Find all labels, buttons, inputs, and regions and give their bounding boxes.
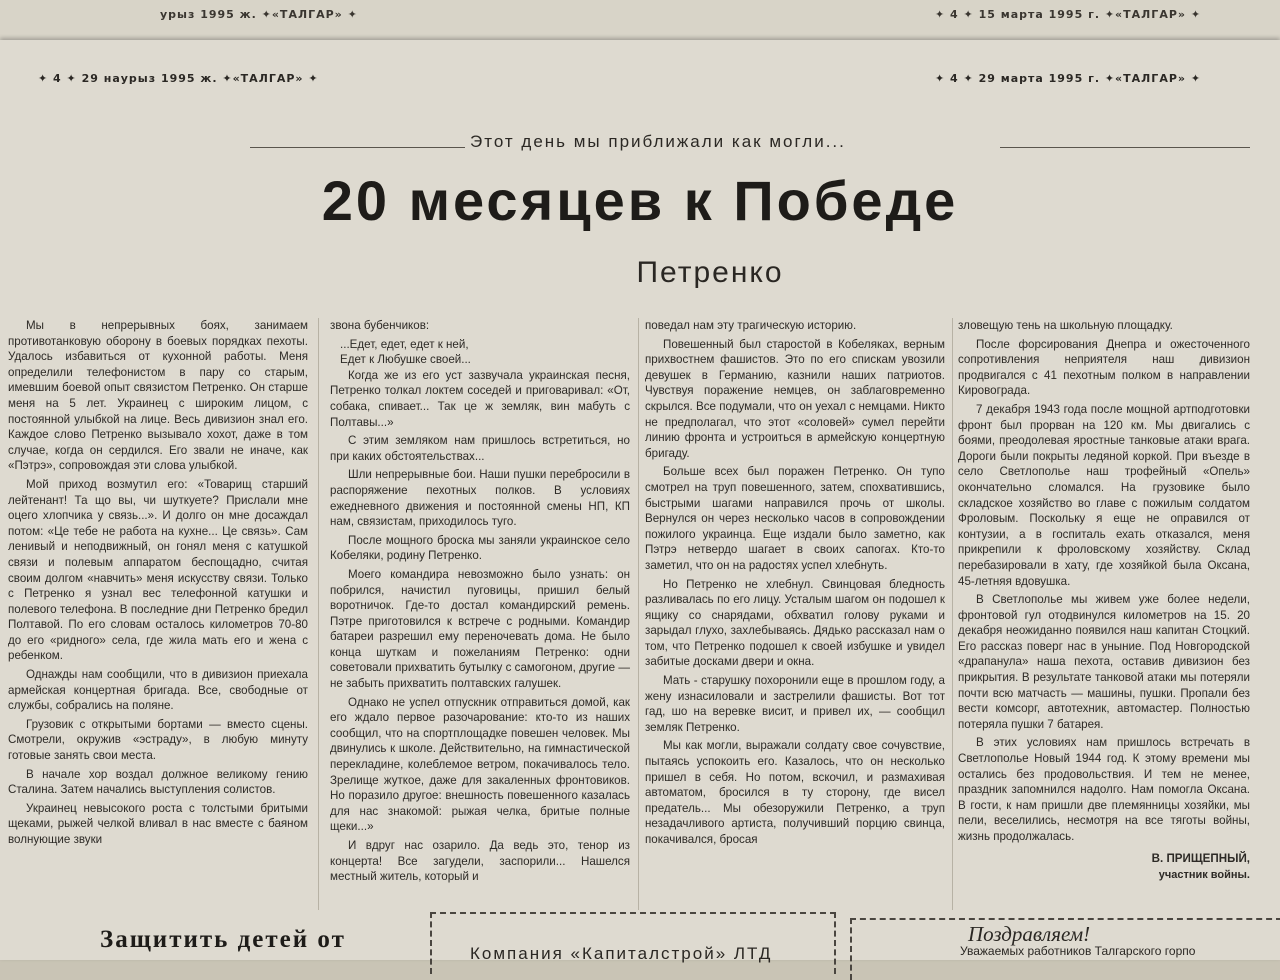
column-divider — [318, 318, 319, 910]
kicker-rule-right — [1000, 147, 1250, 148]
paragraph: И вдруг нас озарило. Да ведь это, тенор из концерта! Все загудели, заспорили... Нашелся местный житель, который и — [330, 839, 630, 884]
paragraph: Мой приход возмутил его: «Товарищ старший лейтенант! Та що вы, чи шуткуете? Прислали мне оцего хлопчика у связь...». И долго он мне досаждал потом: «Це тебе не работа на кухне... Це связь». Сам ленивый и неподвижный, он гонял меня с катушкой связи и полевым аппаратом беспощадно, считая своим долгом «навчить» меня искусству связи. Только с Петренко я узнал вес телефонной катушки и полевого телефона. В последние дни Петренко бредил Полтавой. По его словам осталось километров 70-80 до его «ридного» села, где жила мать его и жена с ребенком. — [8, 477, 308, 663]
ad-text: Компания «Капиталстрой» ЛТД — [470, 944, 773, 963]
congrats-heading: Поздравляем! — [968, 922, 1091, 946]
author-signature: В. ПРИЩЕПНЫЙ, — [1151, 851, 1250, 865]
paragraph: Больше всех был поражен Петренко. Он тупо смотрел на труп повешенного, затем, спохватившись, быстрыми шагами направился прочь от школы. Вернулся он через несколько часов в сопровождении пожилого украинца. Еще издали было заметно, как Пэтрэ нетвердо шагает в своих сапогах. Кто-то заметил, что он на радостях успел хлебнуть. — [645, 465, 945, 572]
paragraph: поведал нам эту трагическую историю. — [645, 319, 857, 332]
paragraph: звона бубенчиков: — [330, 319, 430, 332]
running-header-right: ✦ 4 ✦ 29 марта 1995 г. ✦«ТАЛГАР» ✦ — [935, 72, 1202, 85]
paragraph: Мы как могли, выражали солдату свое сочувствие, пытаясь успокоить его. Казалось, что он несколько пришел в себя. Но потом, вскочил, и размахивая автоматом, бросился в ту сторону, где висел предатель... Мы обезоружили Петренко, а труп незадачливого артиста, получивший порцию свинца, покачивался, бросая — [645, 739, 945, 846]
paragraph: Шли непрерывные бои. Наши пушки переброcили в распоряжение пехотных полков. В условиях ежедневного движения и постоянной смены НП, КП нам, связистам, приходилось туго. — [330, 468, 630, 529]
bottom-article-headline: Защитить детей от — [100, 926, 346, 953]
author-signature-note: участник войны. — [1158, 869, 1250, 882]
kicker-rule-left — [250, 147, 465, 148]
column-divider — [638, 318, 639, 910]
article-subtitle: Петренко — [636, 256, 784, 289]
article-column-3 — [645, 318, 945, 910]
paragraph: Мать - старушку похоронили еще в прошлом году, а жену изнасиловали и застрелили фашисты. Вот тот гад, шо на веревке висит, и привел их, — сообщил земляк Петренко. — [645, 674, 945, 734]
paragraph: Когда же из его уст зазвучала украинская песня, Петренко толкал локтем соседей и приговаривал: «От, собака, спивает... Так це ж земляк, вин мабуть с Полтавы...» — [330, 368, 630, 429]
paragraph: В этих условиях нам пришлось встречать в Светлополье Новый 1944 год. К этому времени мы остались без продовольствия. И тем не менее, праздник запомнился надолго. Нам помогла Оксана. В гости, к нам пришли две племянницы хозяйки, мы пели, веселились, несмотря на все тяготы войны, жизнь продолжалась. — [958, 736, 1250, 843]
paragraph: Мы в непрерывных боях, занимаем противотанковую оборону в боевых порядках пехоты. Удалось избавиться от кухонной работы. Меня определили телефонистом в пару со старым, имевшим боевой опыт связистом Петренко. Он старше меня на 5 лет. Украинец с широким лицом, с постоянной улыбкой на лице. Весь дивизион знал его. Каждое слово Петренко вызывало хохот, даже в том случае, когда он сердился. Его звали не иначе, как «Пэтрэ», сопровождая эти слова улыбкой. — [8, 319, 308, 473]
paragraph: В начале хор воздал должное великому гению Сталина. Затем начались выступления солистов. — [8, 767, 308, 797]
paragraph: Однако не успел отпускник отправиться домой, как его ждало первое разочарование: кто-то из наших сообщил, что на спортплощадке повешен человек. Мы двинулись к школе. Действительно, на гимнастической перекладине, колеблемое ветром, покачивалось тело. Зрелище жуткое, даже для закаленных фронтовиков. Но поразило другое: внешность повешенного казалась для нас знакомой: рыжая челка, бритые полные щеки...» — [330, 695, 630, 834]
paragraph: После форсирования Днепра и ожесточенного сопротивления неприятеля наш дивизион продвигался с 41 пехотным полком в направлении Кировограда. — [958, 337, 1250, 398]
paragraph: Однажды нам сообщили, что в дивизион приехала армейская концертная бригада. Все, свободные от службы, собрались на поляне. — [8, 668, 308, 713]
article-title: 20 месяцев к Победе — [321, 169, 959, 232]
congrats-subtext: Уважаемых работников Талгарского горпо — [960, 944, 1196, 958]
article-column-1 — [8, 318, 308, 910]
paragraph: Но Петренко не хлебнул. Свинцовая бледность разливалась по его лицу. Усталым шагом он подошел к ящику со снарядами, обхватил голову руками и зарыдал глухо, захлебываясь. Дядько рассказал нам о том, что Петренко подошел к своей избушке и увидел забитые досками двери и окна. — [645, 577, 945, 669]
article-column-4 — [958, 318, 1250, 910]
column-divider — [952, 318, 953, 910]
article-kicker: Этот день мы приближали как могли... — [470, 132, 846, 151]
verse-line: ...Едет, едет, едет к ней, — [340, 337, 469, 351]
paragraph: зловещую тень на школьную площадку. — [958, 319, 1173, 332]
paragraph: Грузовик с открытыми бортами — вместо сцены. Смотрели, окружив «эстраду», в любую минуту готовые занять свои места. — [8, 717, 308, 763]
paragraph: Моего командира невозможно было узнать: он побрился, начистил пуговицы, пришил белый воротничок. Где-то достал командирский ремень. Пэтре приготовился к встрече с родными. Командир батареи разрешил ему переночевать дома. Не было конца шуткам и пожеланиям Петренко: одни советовали прихватить бутылку с самогоном, другие — не забыть прихватить полтавских галушек. — [330, 567, 630, 691]
running-header-left: ✦ 4 ✦ 29 наурыз 1995 ж. ✦«ТАЛГАР» ✦ — [38, 72, 319, 85]
verse-line: Едет к Любушке своей... — [340, 353, 471, 367]
paragraph: С этим земляком нам пришлось встретиться, но при каких обстоятельствах... — [330, 434, 630, 463]
under-page-header-right: ✦ 4 ✦ 15 марта 1995 г. ✦«ТАЛГАР» ✦ — [935, 8, 1202, 21]
paragraph: Украинец невысокого роста с толстыми бритыми щеками, рыжей челкой вливал в нас вместе с баяном волнующие звуки — [8, 801, 308, 846]
paragraph: После мощного броска мы заняли украинское село Кобеляки, родину Петренко. — [330, 533, 630, 563]
ad-frame — [430, 912, 836, 974]
paragraph: 7 декабря 1943 года после мощной артподготовки фронт был прорван на 120 км. Мы двигались с боями, преодолевая яростные танковые атаки врага. Дороги были покрыты ледяной коркой. При въезде в село Светлополье наш трофейный «Опель» окончательно сломался. На грузовике было складское хозяйство во главе с пожилым солдатом Фроловым. Поскольку я еще не оправился от контузии, а в госпиталь ехать отказался, меня прикрепили к фроловскому хозяйству. Склад перебазировали в хату, где хозяйкой была Оксана, 45-летняя вдовушка. — [958, 402, 1250, 588]
paragraph: Повешенный был старостой в Кобеляках, верным прихвостнем фашистов. Это по его спискам увозили девушек в Германию, казнили наших патриотов. Чувствуя поражение немцев, он заблаговременно скрылся. Все подумали, что он уехал с немцами. Никто не предполагал, что этот «соловей» сумел перейти линию фронта и устроиться в армейскую концертную бригаду. — [645, 337, 945, 460]
under-page-header-left: урыз 1995 ж. ✦«ТАЛГАР» ✦ — [160, 8, 358, 21]
paragraph: В Светлополье мы живем уже более недели, фронтовой гул отодвинулся километров на 15. 20 декабря неожиданно появился наш капитан Стоцкий. Его рассказ поверг нас в уныние. Под Новгородской «драпанула» наша пехота, оставив дивизион без прикрытия. В результате танковой атаки мы потеряли почти всю матчасть — машины, пушки. Пропали без вести комсорг, автотехник, автомастер. Полностью потеряла пушки 7 батарея. — [958, 593, 1250, 731]
article-column-2 — [330, 318, 630, 910]
